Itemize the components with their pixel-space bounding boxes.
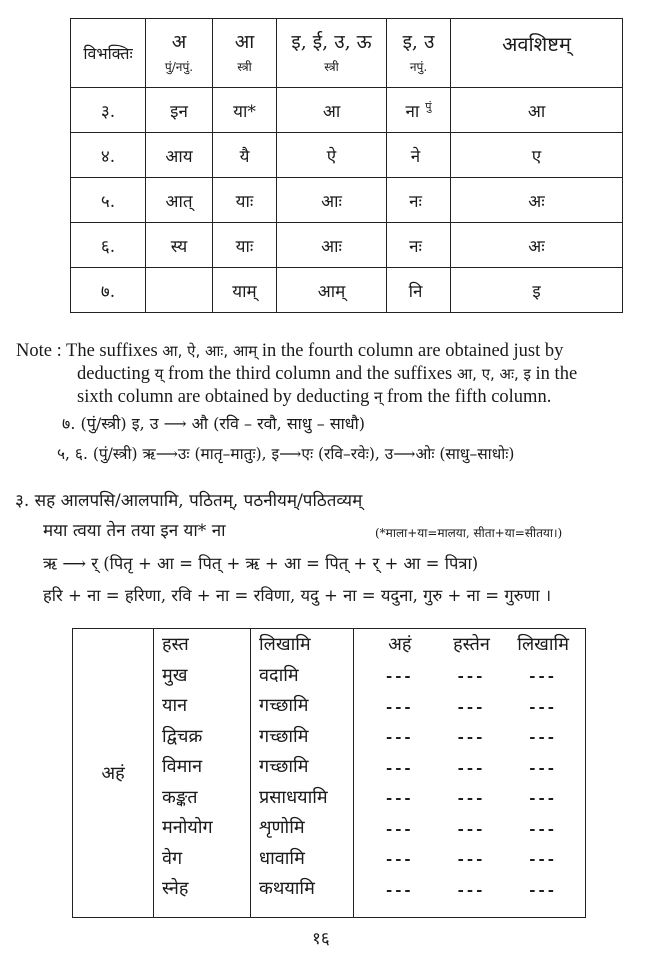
answer-blank[interactable]: ---	[529, 697, 557, 716]
section-3-ri-rule: ऋ ⟶ र् (पितृ + आ = पित् + ऋ + आ = पित् + र् + आ = पित्रा)	[43, 554, 479, 573]
answer-blanks	[354, 661, 585, 905]
cell-vibhakti	[71, 88, 146, 133]
cell-i-u	[277, 178, 387, 223]
answer-blank-row	[354, 722, 585, 753]
header-sublabel: नपुं.	[409, 60, 428, 74]
cell-vibhakti	[71, 268, 146, 313]
cell-i-u	[277, 133, 387, 178]
cell-aa	[213, 223, 277, 268]
cell-value: इ	[532, 281, 541, 302]
header-label: इ, उ	[402, 31, 435, 53]
answer-blank[interactable]: ---	[385, 697, 414, 716]
answer-blank[interactable]: ---	[529, 880, 557, 899]
answer-blank[interactable]: ---	[529, 667, 557, 685]
header-label: अवशिष्टम्	[502, 32, 571, 56]
noun-list	[154, 629, 250, 906]
answer-blank-row	[354, 692, 585, 723]
header-label: इ, ई, उ, ऊ	[291, 31, 372, 53]
header-a	[146, 19, 213, 88]
verb-item: गच्छामि	[259, 756, 309, 777]
answer-blank-row	[354, 814, 585, 845]
cell-aa	[213, 88, 277, 133]
answer-blank[interactable]: ---	[385, 819, 414, 838]
answer-blank[interactable]: ---	[385, 850, 414, 868]
section-3-pronouns: मया त्वया तेन तया इन या* ना	[43, 521, 226, 541]
cell-aa	[213, 268, 277, 313]
example-answer	[354, 629, 585, 661]
rule-fifth-sixth-case: ५, ६. (पुं/स्त्री) ऋ⟶उः (मातृ–मातुः), इ⟶एः (रवि–रवेः), उ⟶ओः (साधु–साधोः)	[57, 445, 515, 463]
answer-blank-row	[354, 875, 585, 906]
answer-blank[interactable]: ---	[529, 850, 557, 868]
cell-a	[146, 133, 213, 178]
answer-blank[interactable]: ---	[457, 789, 486, 807]
cell-i-u	[277, 88, 387, 133]
answer-blank[interactable]: ---	[529, 728, 557, 746]
answer-blank[interactable]: ---	[457, 880, 486, 899]
header-vibhakti	[71, 19, 146, 88]
suffix-table-header	[71, 19, 623, 88]
cell-value: ने	[410, 146, 421, 167]
answer-blank[interactable]: ---	[385, 667, 414, 685]
answer-blank[interactable]: ---	[529, 758, 557, 777]
cell-value: ३.	[100, 101, 116, 122]
cell-rest	[451, 268, 623, 313]
cell-rest	[451, 88, 623, 133]
noun-item: यान	[162, 695, 188, 716]
verb-item: प्रसाधयामि	[259, 786, 328, 808]
answer-blank[interactable]: ---	[457, 850, 486, 868]
cell-gender-note: पुं	[425, 99, 432, 113]
cell-a	[146, 268, 213, 313]
exercise-table	[72, 628, 586, 918]
cell-value: याः	[235, 236, 254, 257]
cell-value: ६.	[100, 236, 116, 257]
example-word: लिखामि	[517, 634, 569, 655]
cell-value: नः	[409, 236, 422, 257]
cell-a	[146, 223, 213, 268]
noun-item: हस्त	[162, 634, 189, 655]
example-word: हस्तेन	[453, 634, 490, 655]
answer-blank-row	[354, 783, 585, 814]
note-text: from the third column and the suffixes	[163, 364, 457, 384]
verb-item: शृणोमि	[259, 817, 305, 838]
header-rest	[451, 19, 623, 88]
cell-value: यै	[239, 146, 250, 167]
answer-blank[interactable]: ---	[385, 758, 414, 777]
answers-cell	[354, 629, 586, 918]
cell-value: आ	[527, 101, 546, 122]
cell-a	[146, 178, 213, 223]
pronoun-cell	[73, 629, 154, 918]
noun-item: कङ्कत	[162, 786, 198, 808]
cell-value: अः	[528, 236, 545, 257]
header-sublabel: स्त्री	[237, 60, 252, 74]
header-i-u	[277, 19, 387, 88]
answer-blank[interactable]: ---	[457, 819, 486, 838]
cell-i-u-n	[387, 268, 451, 313]
note-block	[16, 340, 646, 409]
cell-value: ४.	[100, 146, 116, 167]
verb-item: लिखामि	[259, 634, 311, 655]
answer-blank[interactable]: ---	[385, 789, 414, 807]
noun-item: विमान	[162, 756, 203, 777]
verb-item: वदामि	[259, 664, 299, 686]
answer-blank[interactable]: ---	[529, 789, 557, 807]
suffix-table-row	[71, 133, 623, 178]
cell-i-u-n	[387, 223, 451, 268]
cell-value: या*	[233, 101, 256, 122]
cell-value: इन	[170, 101, 188, 122]
note-devanagari: य्	[154, 365, 164, 383]
cell-value: याम्	[232, 281, 257, 302]
header-i-u-neuter	[387, 19, 451, 88]
answer-blank[interactable]: ---	[457, 728, 486, 746]
cell-i-u-n	[387, 133, 451, 178]
suffix-table-row	[71, 268, 623, 313]
header-label: आ	[234, 31, 255, 53]
cell-vibhakti	[71, 133, 146, 178]
cell-vibhakti	[71, 223, 146, 268]
answer-blank[interactable]: ---	[457, 758, 486, 777]
cell-value: याः	[235, 191, 254, 212]
answer-blank[interactable]: ---	[457, 697, 486, 716]
note-text: deducting	[77, 364, 155, 384]
cell-value: ७.	[100, 281, 116, 302]
rule-seventh-case: ७. (पुं/स्त्री) इ, उ ⟶ औ (रवि – रवौ, साधु – साधौ)	[62, 414, 366, 433]
cell-i-u	[277, 268, 387, 313]
note-text: from the fifth column.	[382, 387, 552, 407]
cell-vibhakti	[71, 178, 146, 223]
note-devanagari: न्	[373, 388, 383, 406]
pronoun-label: अहं	[101, 763, 125, 784]
answer-blank[interactable]: ---	[529, 819, 557, 838]
header-sublabel: पुं/नपुं.	[164, 60, 194, 74]
cell-i-u-n	[387, 178, 451, 223]
cell-value: आः	[321, 191, 342, 212]
cell-value: आय	[165, 146, 193, 167]
answer-blank-row	[354, 661, 585, 692]
section-3-heading: ३. सह आलपसि/आलपामि, पठितम्, पठनीयम्/पठितव्यम्	[15, 491, 363, 511]
suffix-table-row	[71, 178, 623, 223]
answer-blank-row	[354, 844, 585, 875]
cell-value: ना	[405, 101, 420, 122]
cell-a	[146, 88, 213, 133]
nouns-cell	[154, 629, 251, 918]
header-aa	[213, 19, 277, 88]
cell-aa	[213, 133, 277, 178]
suffix-table-row	[71, 223, 623, 268]
section-3-footnote: (*माला+या=मालया, सीता+या=सीतया।)	[375, 526, 563, 540]
header-sublabel: स्त्री	[324, 60, 339, 74]
note-text: in the fourth column are obtained just by	[257, 341, 564, 361]
cell-value: ए	[531, 146, 542, 167]
cell-rest	[451, 133, 623, 178]
verb-item: गच्छामि	[259, 695, 309, 716]
answer-blank[interactable]: ---	[457, 667, 486, 685]
example-word: अहं	[388, 634, 412, 655]
page-number: १६	[312, 929, 330, 949]
answer-blank[interactable]: ---	[385, 880, 414, 899]
noun-item: मुख	[162, 664, 188, 686]
header-label: विभक्तिः	[83, 44, 133, 63]
cell-value: नः	[409, 191, 422, 212]
note-label: Note :	[16, 341, 62, 361]
verb-item: गच्छामि	[259, 725, 309, 747]
cell-i-u-n	[387, 88, 451, 133]
note-devanagari: आ, ए, अः, इ	[456, 365, 531, 383]
cell-value: आ	[322, 101, 341, 122]
cell-rest	[451, 223, 623, 268]
verb-item: कथयामि	[259, 878, 315, 899]
verb-item: धावामि	[259, 847, 305, 869]
suffix-table	[70, 18, 623, 313]
cell-aa	[213, 178, 277, 223]
answer-blank[interactable]: ---	[385, 728, 414, 746]
verb-list	[251, 629, 353, 906]
cell-i-u	[277, 223, 387, 268]
header-label: अ	[171, 31, 187, 53]
cell-rest	[451, 178, 623, 223]
cell-value: अः	[528, 191, 545, 212]
suffix-table-row	[71, 88, 623, 133]
note-devanagari: आ, ऐ, आः, आम्	[162, 342, 258, 360]
cell-value: आम्	[317, 281, 346, 302]
cell-value: ऐ	[326, 146, 337, 167]
answer-blank-row	[354, 753, 585, 784]
noun-item: वेग	[162, 847, 183, 869]
cell-value: स्य	[170, 236, 188, 257]
note-text: in the	[530, 364, 578, 384]
noun-item: स्नेह	[162, 878, 189, 899]
cell-value: आत्	[165, 191, 193, 212]
verbs-cell	[251, 629, 354, 918]
note-text: The suffixes	[66, 341, 163, 361]
noun-item: द्विचक्र	[162, 725, 203, 747]
cell-value: आः	[321, 236, 342, 257]
note-text: sixth column are obtained by deducting	[77, 387, 374, 407]
section-3-na-rule: हरि + ना = हरिणा, रवि + ना = रविणा, यदु + ना = यदुना, गुरु + ना = गुरुणा ।	[43, 586, 552, 605]
cell-value: ५.	[100, 191, 116, 212]
cell-value: नि	[408, 281, 423, 302]
noun-item: मनोयोग	[162, 817, 213, 838]
